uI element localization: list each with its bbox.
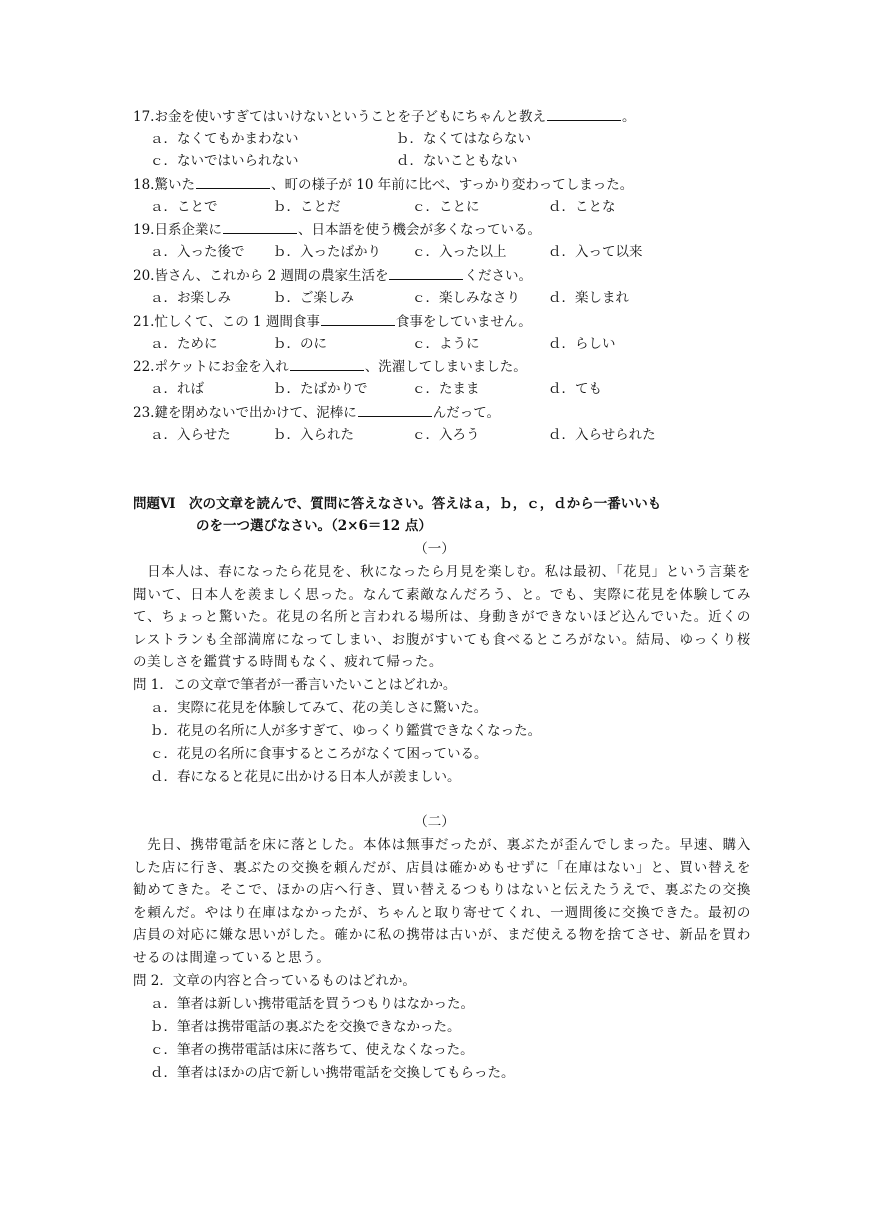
option-d: ｄ．ないこともない bbox=[396, 153, 518, 169]
passage-1-label: （一） bbox=[414, 541, 455, 557]
option-a: ａ．入った後で bbox=[150, 244, 245, 260]
option-b: ｂ．ご楽しみ bbox=[273, 290, 354, 306]
answer-blank bbox=[547, 107, 621, 121]
option-d: ｄ．筆者はほかの店で新しい携帯電話を交換してもらった。 bbox=[150, 1065, 515, 1081]
question-19 bbox=[133, 220, 541, 239]
question-number: 22. bbox=[133, 359, 155, 375]
question-text: 鍵を閉めないで出かけて、泥棒に bbox=[154, 405, 357, 421]
question-text-after: ください。 bbox=[464, 268, 532, 284]
question-20 bbox=[133, 266, 532, 285]
option-d: ｄ．入らせられた bbox=[548, 427, 656, 443]
option-d: ｄ．楽しまれ bbox=[548, 290, 629, 306]
option-c: ｃ．楽しみなさり bbox=[412, 290, 520, 306]
question-text: お金を使いすぎてはいけないということを子どもにちゃんと教え bbox=[154, 109, 546, 125]
question-2: 問 2．文章の内容と合っているものはどれか。 bbox=[133, 973, 416, 989]
question-text: 日系企業に bbox=[154, 222, 222, 238]
option-c: ｃ．ないではいられない bbox=[150, 153, 299, 169]
passage-1-text bbox=[133, 561, 751, 674]
question-number: 23. bbox=[133, 405, 155, 421]
question-22 bbox=[133, 357, 527, 376]
answer-blank bbox=[358, 403, 432, 417]
question-number: 21. bbox=[133, 314, 155, 330]
answer-blank bbox=[290, 357, 364, 371]
question-23 bbox=[133, 403, 500, 422]
question-text-after: 、町の様子が 10 年前に比べ、すっかり変わってしまった。 bbox=[270, 177, 634, 193]
option-c: ｃ．ように bbox=[412, 336, 480, 352]
option-a: ａ．入らせた bbox=[150, 427, 231, 443]
question-text: 驚いた bbox=[154, 177, 195, 193]
question-text-after: 。 bbox=[621, 109, 636, 125]
option-b: ｂ．たばかりで bbox=[273, 381, 368, 397]
option-b: ｂ．入られた bbox=[273, 427, 354, 443]
question-18 bbox=[133, 175, 633, 194]
answer-blank bbox=[389, 266, 463, 280]
option-d: ｄ．らしい bbox=[548, 336, 616, 352]
section-heading-continued: のを一つ選びなさい。（2×6＝12 点） bbox=[196, 518, 432, 534]
question-text-after: んだって。 bbox=[432, 405, 500, 421]
question-number: 18. bbox=[133, 177, 155, 193]
answer-blank bbox=[196, 175, 270, 189]
option-a: ａ．なくてもかまわない bbox=[150, 131, 299, 147]
passage-2-text bbox=[133, 834, 751, 969]
question-number: 19. bbox=[133, 222, 155, 238]
option-a: ａ．筆者は新しい携帯電話を買うつもりはなかった。 bbox=[150, 996, 474, 1012]
option-a: ａ．ために bbox=[150, 336, 218, 352]
option-b: ｂ．花見の名所に人が多すぎて、ゆっくり鑑賞できなくなった。 bbox=[150, 723, 542, 739]
question-1: 問 1．この文章で筆者が一番言いたいことはどれか。 bbox=[133, 677, 457, 693]
question-text-after: 、洗濯してしまいました。 bbox=[364, 359, 527, 375]
option-c: ｃ．花見の名所に食事するところがなくて困っている。 bbox=[150, 746, 488, 762]
option-d: ｄ．入って以来 bbox=[548, 244, 643, 260]
answer-blank bbox=[321, 312, 395, 326]
option-c: ｃ．入った以上 bbox=[412, 244, 507, 260]
question-text-after: 、日本語を使う機会が多くなっている。 bbox=[297, 222, 541, 238]
option-b: ｂ．のに bbox=[273, 336, 327, 352]
question-text: ポケットにお金を入れ bbox=[154, 359, 289, 375]
option-d: ｄ．ことな bbox=[548, 199, 616, 215]
question-number: 17. bbox=[133, 109, 155, 125]
passage-1-body: 日本人は、春になったら花見を、秋になったら月見を楽しむ。私は最初、「花見」という言葉を聞いて、日本人を羨ましく思った。なんて素敵なんだろう、と。でも、実際に花見を体験してみて、ちょっと驚いた。花見の名所と言われる場所は、身動きができないほど込んでいた。近くのレストランも全部満席になってしまい、お腹がすいても食べるところがない。結局、ゆっくり桜の美しさを鑑賞する時間もなく、疲れて帰った。 bbox=[133, 564, 751, 670]
option-c: ｃ．たまま bbox=[412, 381, 480, 397]
option-d: ｄ．春になると花見に出かける日本人が羨ましい。 bbox=[150, 769, 461, 785]
section-heading: 問題Ⅵ 次の文章を読んで、質問に答えなさい。答えはａ，ｂ，ｃ，ｄから一番いいも bbox=[133, 496, 662, 512]
option-b: ｂ．なくてはならない bbox=[396, 131, 531, 147]
question-21 bbox=[133, 312, 532, 331]
option-c: ｃ．ことに bbox=[412, 199, 480, 215]
option-a: ａ．ことで bbox=[150, 199, 218, 215]
question-text-after: 食事をしていません。 bbox=[395, 314, 532, 330]
passage-2-label: （二） bbox=[414, 814, 455, 830]
option-c: ｃ．筆者の携帯電話は床に落ちて、使えなくなった。 bbox=[150, 1042, 474, 1058]
option-d: ｄ．ても bbox=[548, 381, 602, 397]
option-c: ｃ．入ろう bbox=[412, 427, 480, 443]
answer-blank bbox=[223, 220, 297, 234]
question-17 bbox=[133, 107, 635, 126]
option-a: ａ．実際に花見を体験してみて、花の美しさに驚いた。 bbox=[150, 700, 488, 716]
option-b: ｂ．筆者は携帯電話の裏ぶたを交換できなかった。 bbox=[150, 1019, 461, 1035]
passage-2-body: 先日、携帯電話を床に落とした。本体は無事だったが、裏ぶたが歪んでしまった。早速、購入した店に行き、裏ぶたの交換を頼んだが、店員は確かめもせずに「在庫はない」と、買い替えを勧めてきた。そこで、ほかの店へ行き、買い替えるつもりはないと伝えたうえで、裏ぶたの交換を頼んだ。やはり在庫はなかったが、ちゃんと取り寄せてくれ、一週間後に交換できた。最初の店員の対応に嫌な思いがした。確かに私の携帯は古いが、まだ使える物を捨てさせ、新品を買わせるのは間違っていると思う。 bbox=[133, 837, 751, 966]
question-text: 忙しくて、この 1 週間食事 bbox=[154, 314, 320, 330]
option-a: ａ．れば bbox=[150, 381, 204, 397]
question-number: 20. bbox=[133, 268, 155, 284]
option-b: ｂ．ことだ bbox=[273, 199, 341, 215]
question-text: 皆さん、これから 2 週間の農家生活を bbox=[154, 268, 389, 284]
option-a: ａ．お楽しみ bbox=[150, 290, 231, 306]
option-b: ｂ．入ったばかり bbox=[273, 244, 381, 260]
